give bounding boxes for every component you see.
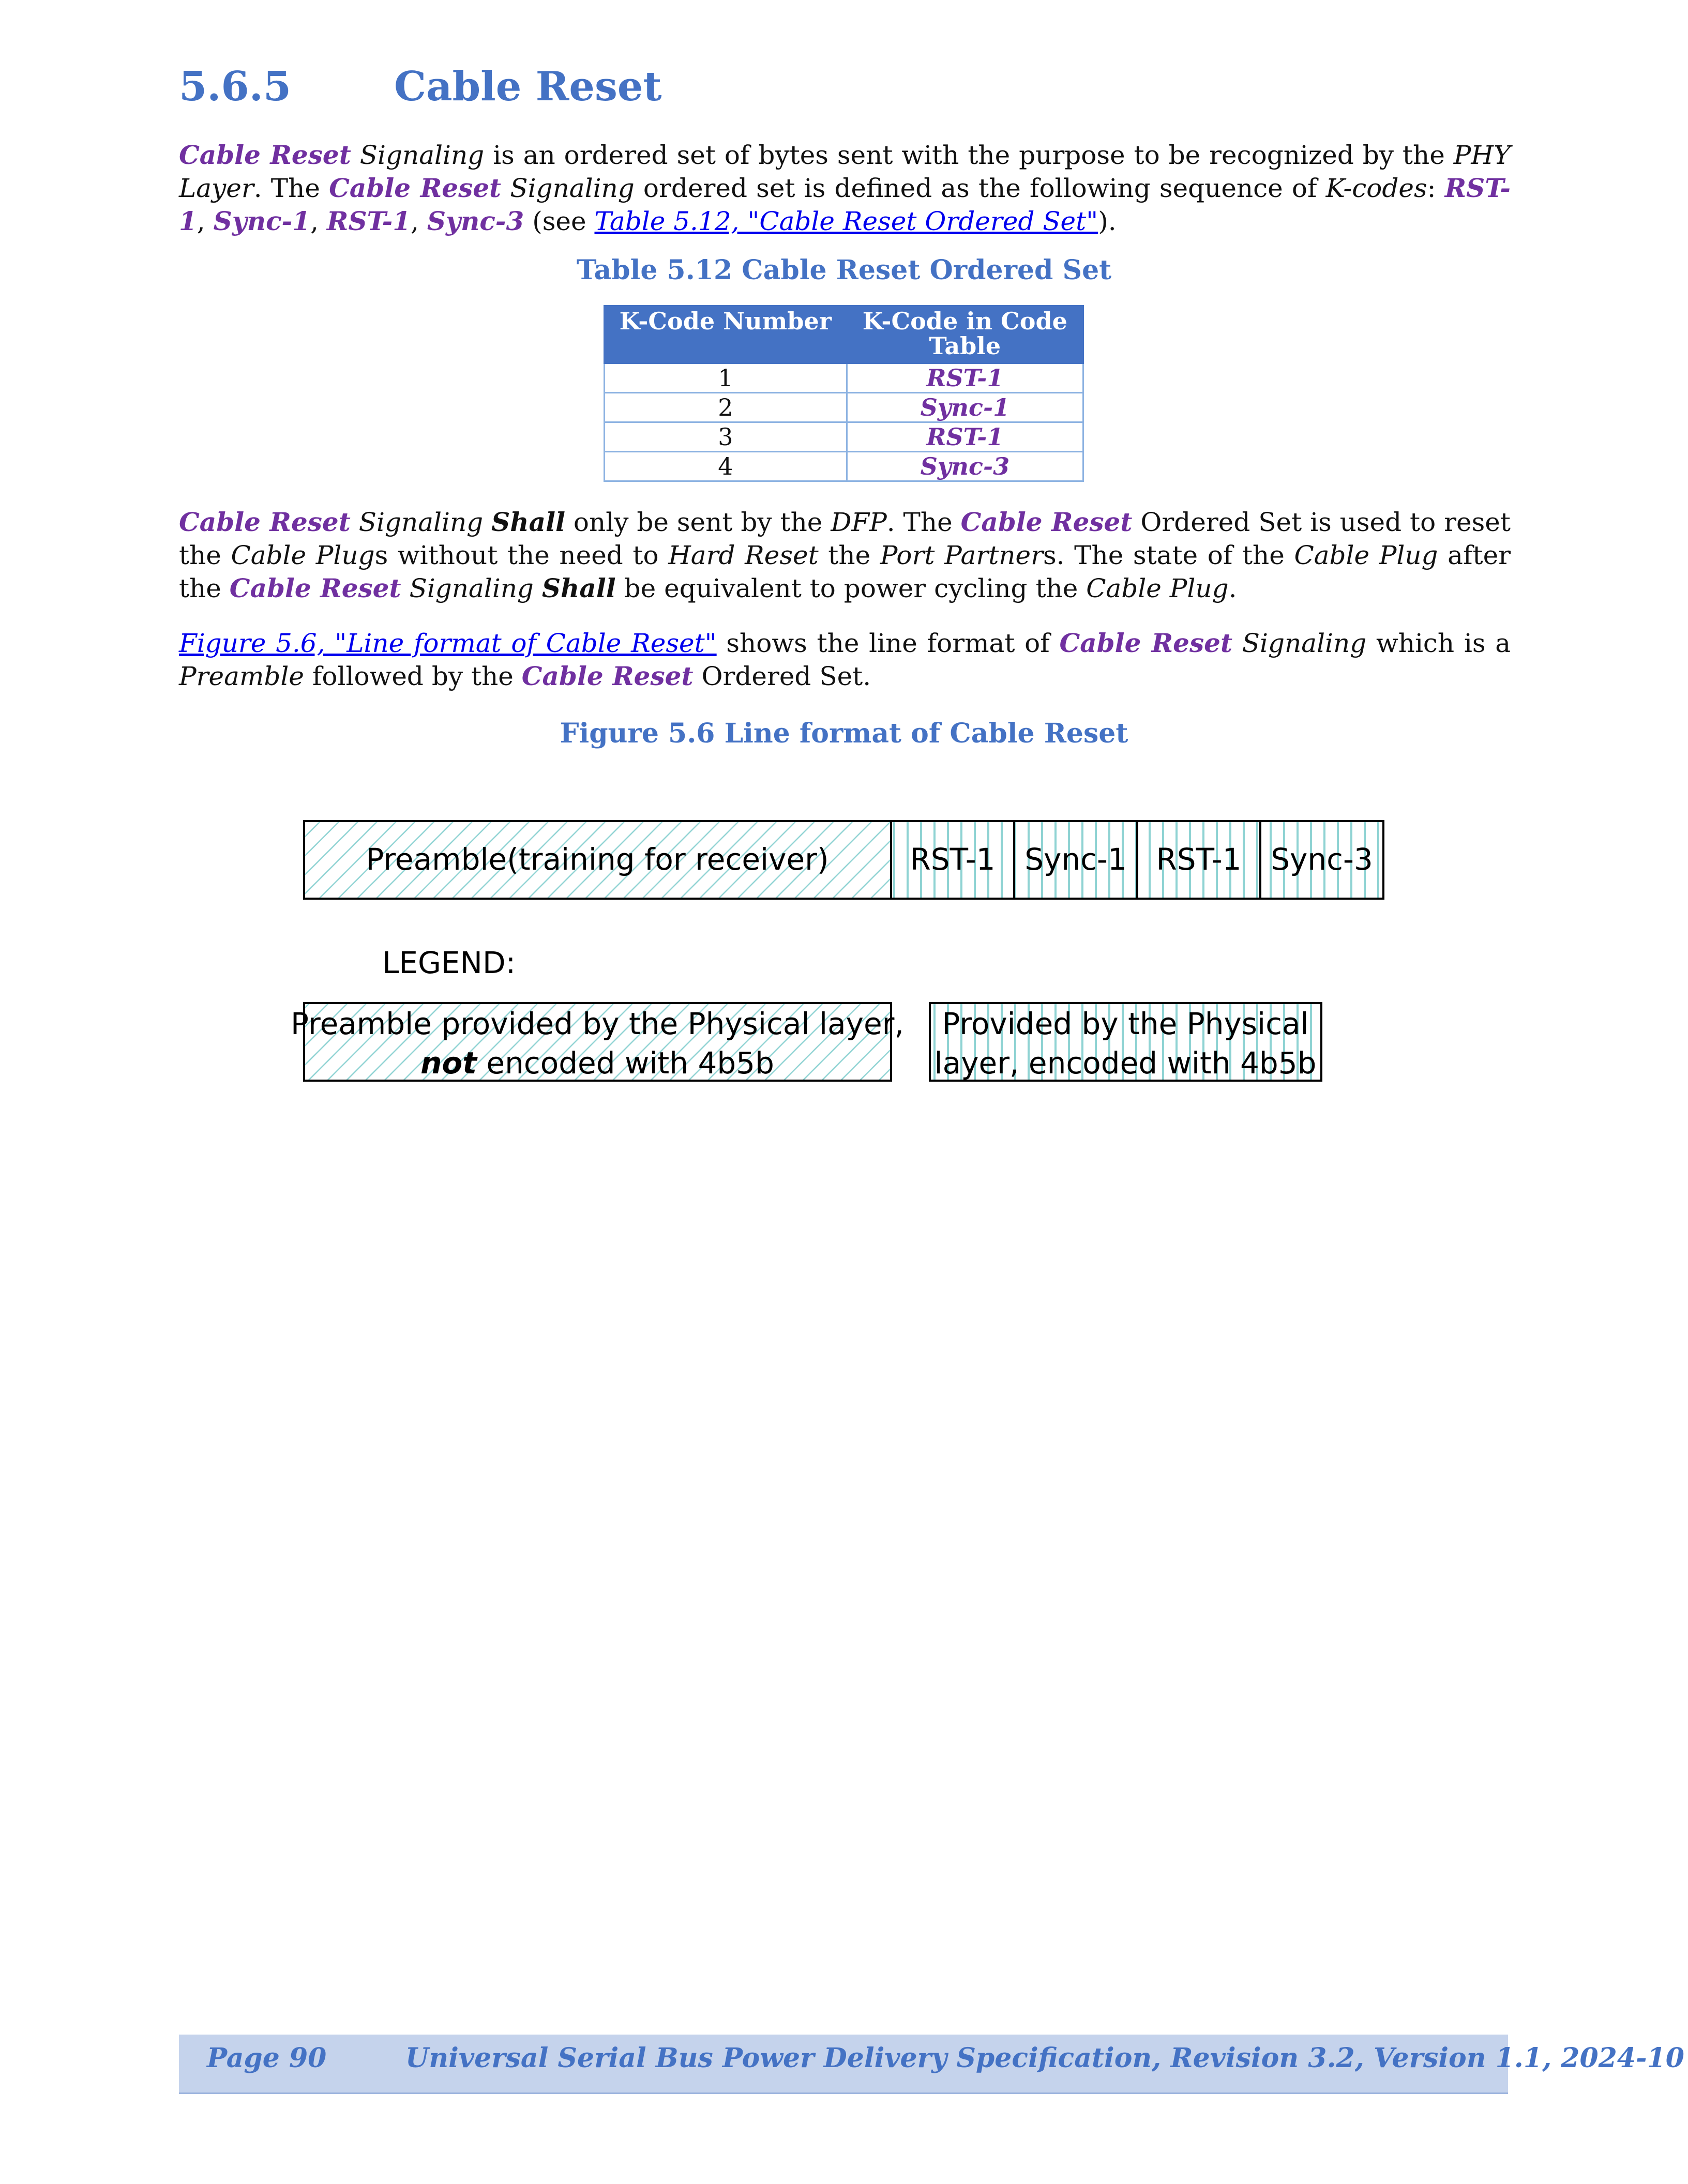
text: : <box>1427 173 1445 203</box>
legend-preamble-line2 <box>420 1045 774 1081</box>
kcode-box-rst-1-second <box>1137 821 1260 899</box>
figure-5-6-link[interactable]: Figure 5.6, "Line format of Cable Reset" <box>179 628 717 658</box>
keyword: Cable Reset <box>179 140 351 170</box>
text: . The <box>886 507 961 537</box>
term: Signaling <box>510 173 635 203</box>
row-number: 4 <box>605 452 847 481</box>
term: Signaling <box>359 140 485 170</box>
term: Cable Plug <box>1086 573 1229 603</box>
term: K-codes <box>1325 173 1427 203</box>
text: . The <box>253 173 329 203</box>
legend-title: LEGEND: <box>382 945 516 980</box>
keyword: Cable Reset <box>329 173 502 203</box>
term: Signaling <box>409 573 534 603</box>
table-caption: Table 5.12 Cable Reset Ordered Set <box>576 254 1112 286</box>
text: ordered set is defined as the following sequence of <box>634 173 1326 203</box>
legend-physical-line1: Provided by the Physical <box>942 1006 1309 1041</box>
text: , <box>197 206 214 236</box>
term: Preamble <box>179 661 304 691</box>
text: . <box>1228 573 1237 603</box>
footer-document-title: Universal Serial Bus Power Delivery Specification, Revision 3.2, Version 1.1, 2024-10 <box>405 2042 1684 2074</box>
term: Cable Plug <box>231 540 375 570</box>
text: ). <box>1098 206 1117 236</box>
normative-keyword: Shall <box>541 573 616 603</box>
legend-preamble-line2-rest: encoded with 4b5b <box>476 1045 774 1081</box>
keyword: RST-1 <box>179 173 1511 236</box>
row-kcode: RST-1 <box>847 363 1083 393</box>
table-5-12-link[interactable]: Table 5.12, "Cable Reset Ordered Set" <box>594 206 1098 236</box>
text: (see <box>524 206 595 236</box>
keyword: RST-1 <box>326 206 411 236</box>
term: Signaling <box>1242 628 1367 658</box>
text: only be sent by the <box>565 507 831 537</box>
row-number: 2 <box>605 393 847 422</box>
kcode-label: RST-1 <box>1156 842 1242 877</box>
header-kcode-number: K-Code Number <box>605 306 847 363</box>
section-number: 5.6.5 <box>179 63 292 110</box>
text: the <box>818 540 880 570</box>
kcode-box-rst-1 <box>891 821 1014 899</box>
text: Ordered Set. <box>693 661 871 691</box>
text: which is a <box>1366 628 1511 658</box>
text: , <box>310 206 327 236</box>
text: after the <box>179 540 1511 603</box>
normative-keyword: Shall <box>491 507 565 537</box>
keyword: Cable Reset <box>1059 628 1233 658</box>
legend-not: not <box>420 1045 477 1081</box>
legend-preamble <box>291 1003 904 1081</box>
term: PHY Layer <box>179 140 1511 203</box>
preamble-label: Preamble(training for receiver) <box>366 842 829 877</box>
keyword: Cable Reset <box>521 661 694 691</box>
kcode-label: Sync-1 <box>1024 842 1127 877</box>
kcode-label: Sync-3 <box>1271 842 1373 877</box>
term: Hard Reset <box>668 540 819 570</box>
row-number: 3 <box>605 422 847 452</box>
kcode-box-sync-1 <box>1014 821 1137 899</box>
text: s. The state of the <box>1043 540 1294 570</box>
text: s without the need to <box>374 540 669 570</box>
kcode-box-sync-3 <box>1260 821 1383 899</box>
legend-physical-line2: layer, encoded with 4b5b <box>934 1045 1317 1081</box>
figure-caption: Figure 5.6 Line format of Cable Reset <box>560 718 1128 749</box>
header-kcode-in-table: K-Code in Code Table <box>847 306 1083 363</box>
kcode-label: RST-1 <box>910 842 996 877</box>
legend-preamble-line1: Preamble provided by the Physical layer, <box>291 1006 904 1041</box>
keyword: Sync-1 <box>213 206 311 236</box>
text: be equivalent to power cycling the <box>615 573 1087 603</box>
keyword: Cable Reset <box>960 507 1133 537</box>
term: Cable Plug <box>1294 540 1438 570</box>
section-title: Cable Reset <box>394 63 662 110</box>
row-kcode: Sync-1 <box>847 393 1083 422</box>
footer-page-number: Page 90 <box>207 2042 327 2074</box>
text: followed by the <box>304 661 522 691</box>
keyword: Cable Reset <box>229 573 401 603</box>
row-number: 1 <box>605 363 847 393</box>
term: DFP <box>831 507 887 537</box>
term: Signaling <box>358 507 484 537</box>
row-kcode: Sync-3 <box>847 452 1083 481</box>
legend-physical <box>930 1003 1321 1081</box>
row-kcode: RST-1 <box>847 422 1083 452</box>
text: Ordered Set is used to reset the <box>179 507 1511 570</box>
keyword: Sync-3 <box>427 206 524 236</box>
term: Port Partner <box>880 540 1044 570</box>
keyword: Cable Reset <box>179 507 351 537</box>
text: , <box>411 206 427 236</box>
text: is an ordered set of bytes sent with the purpose to be recognized by the <box>484 140 1454 170</box>
preamble-box <box>304 821 891 899</box>
text: shows the line format of <box>716 628 1060 658</box>
